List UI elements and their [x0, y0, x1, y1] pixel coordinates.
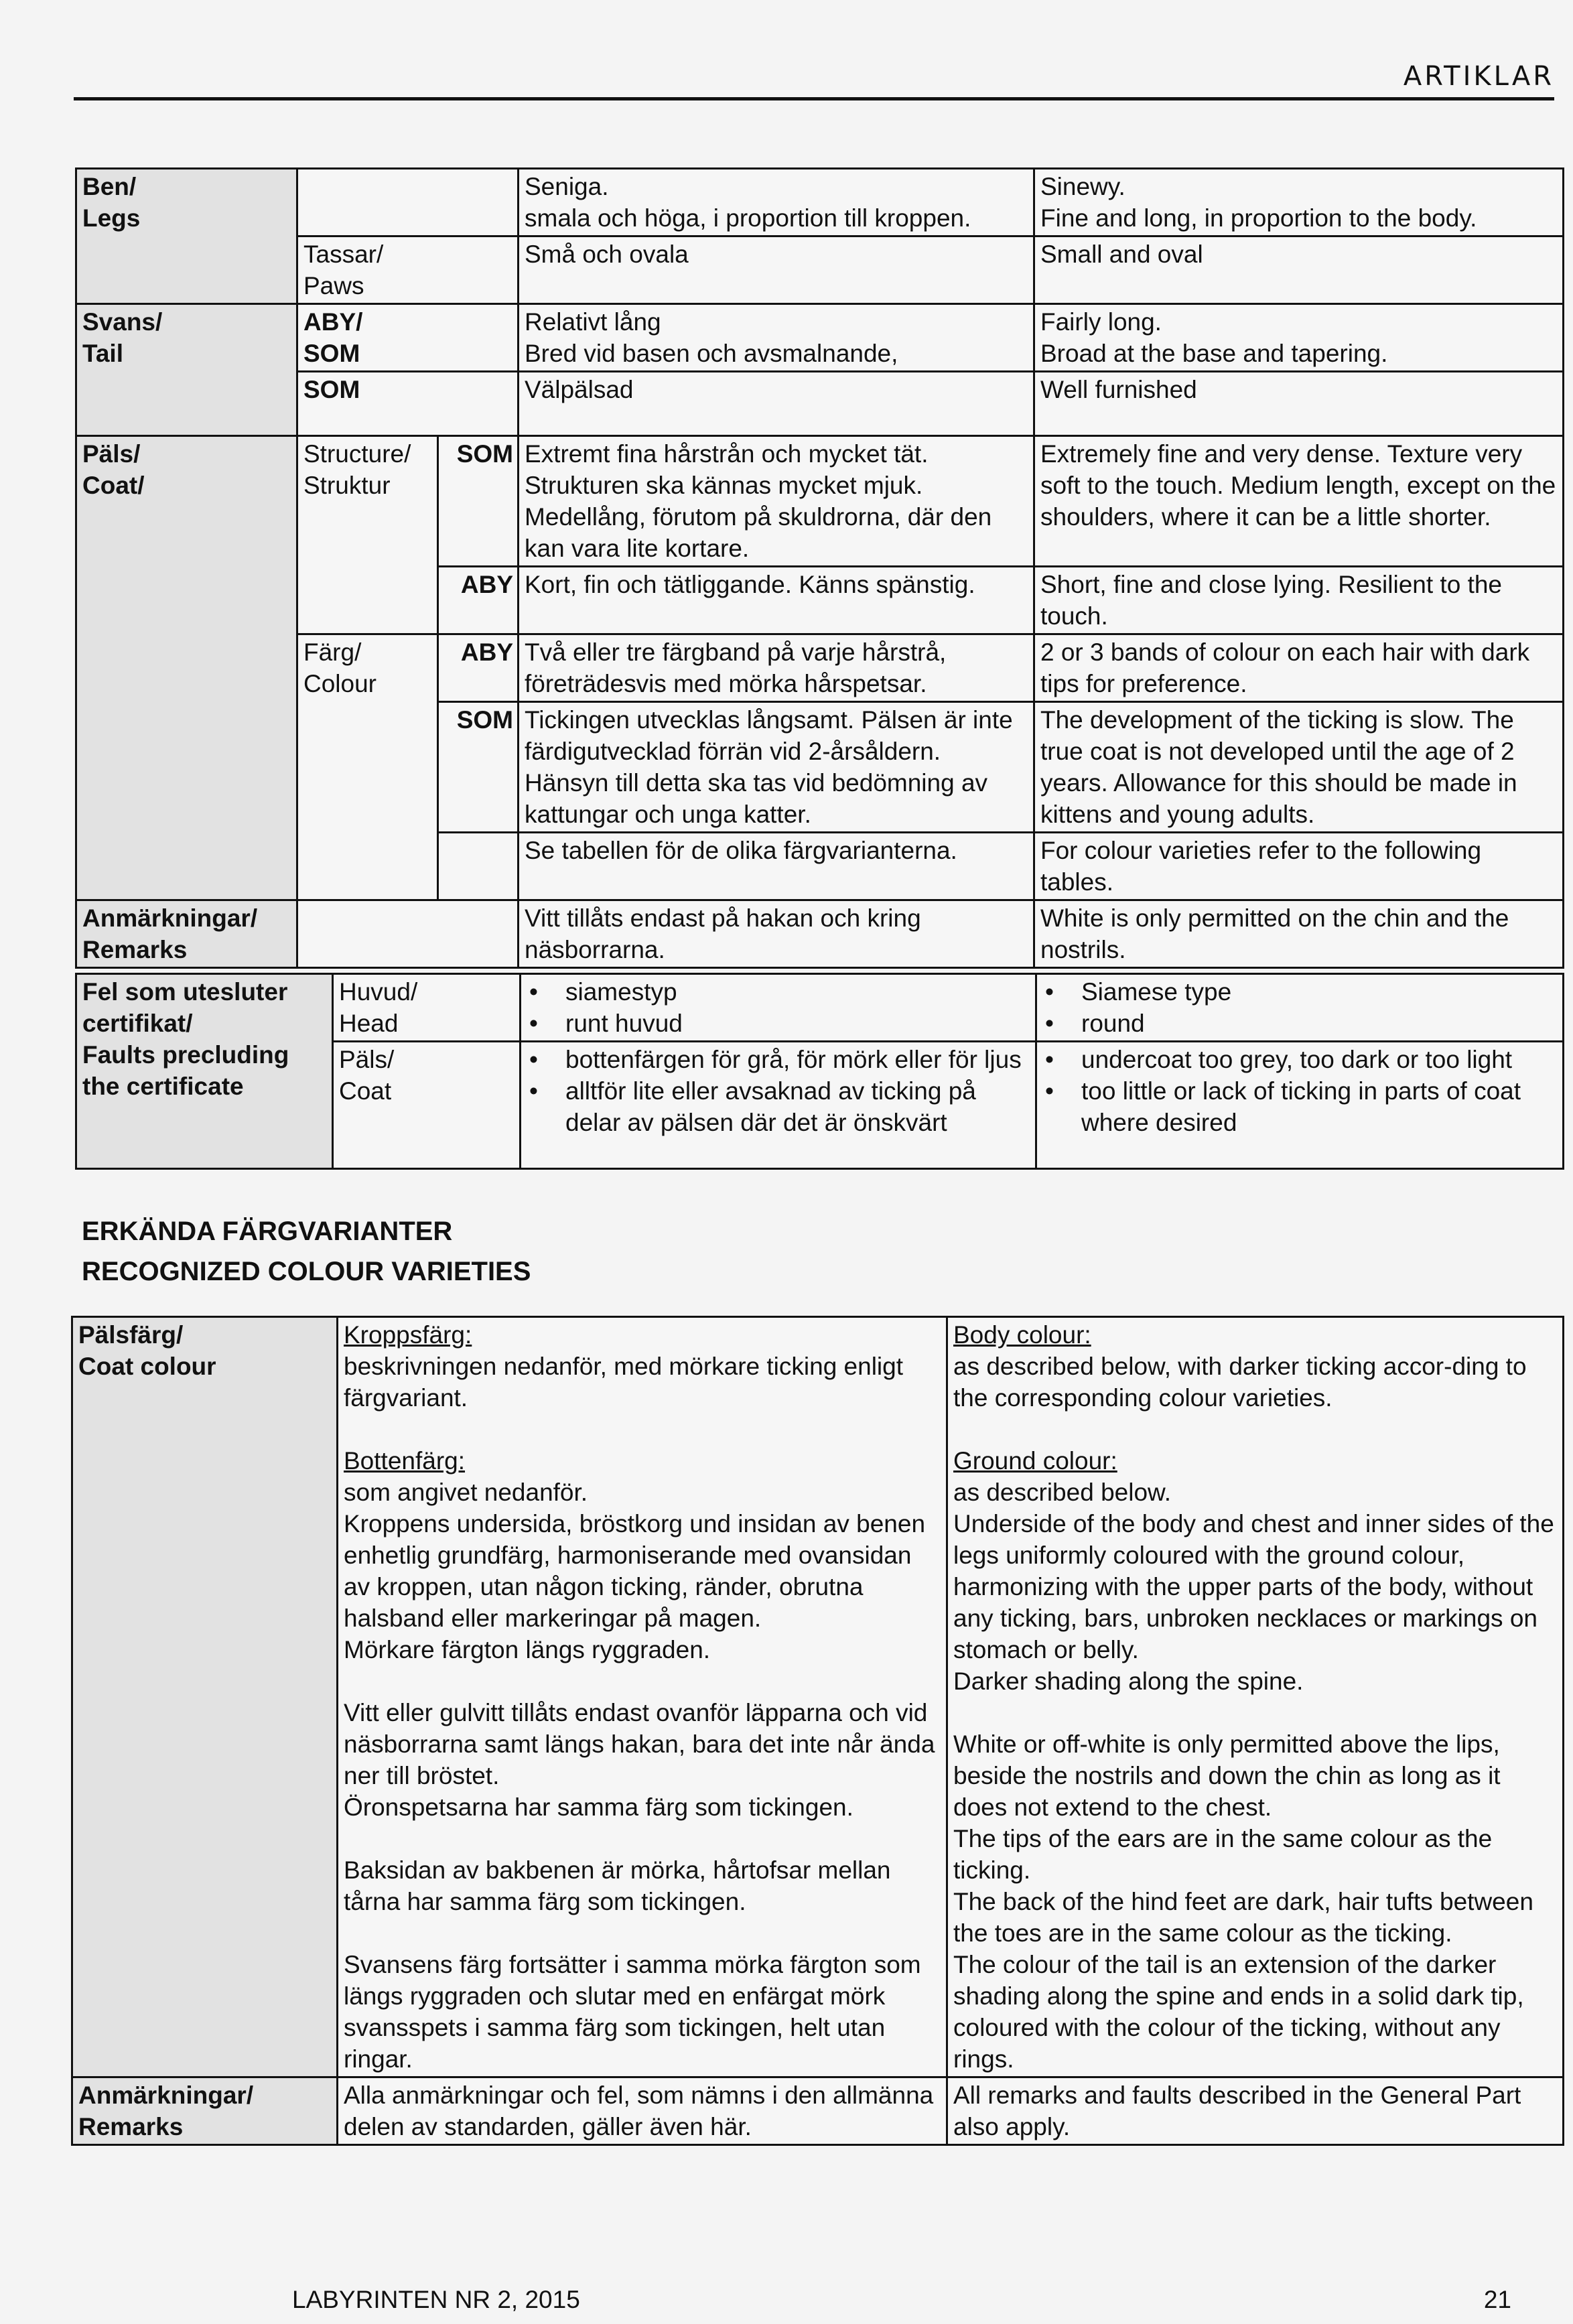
- table-row: [72, 1317, 1564, 2077]
- coat-colour-sv: Kroppsfärg: beskrivningen nedanför, med mörkare ticking enligt färgvariant. Bottenfärg: som angivet nedanför. Kroppens undersida, bröstkorg und insidan av benen enhetlig grundfärg, harmoniserande med ovansidan av kroppen, utan någon ticking, ränder, obrutna halsband eller markeringar på magen. Mörkare färgton längs ryggraden. Vitt eller gulvitt tillåts endast ovanför läpparna och vid näsborrarna samt längs hakan, bara det inte når ända ner till bröstet. Öronspetsarna har samma färg som tickingen. Baksidan av bakbenen är mörka, hårtofsar mellan tårna har samma färg som tickingen. Svansens färg fortsätter i samma mörka färgton som längs ryggraden och slutar med en enfärgat mörk svansspets i samma färg som tickingen, helt utan ringar.: [338, 1317, 947, 2077]
- list-item: • siamestyp: [527, 976, 1030, 1008]
- sub-label-aby-som: ABY/ SOM: [297, 304, 519, 372]
- table-row: [76, 900, 1564, 968]
- coat-faults-sv: [521, 1042, 1036, 1169]
- table-row: [72, 2077, 1564, 2145]
- row-label-faults: Fel som utesluter certifikat/ Faults precluding the certificate: [76, 974, 333, 1169]
- colour-som-en: The development of the ticking is slow. The true coat is not developed until the age of 2 years. Allowance for this should be made in kittens and young adults.: [1034, 702, 1564, 833]
- remarks-en: All remarks and faults described in the General Part also apply.: [947, 2077, 1564, 2145]
- section-header: [74, 27, 1554, 100]
- colour-ref-sv: Se tabellen för de olika färgvarianterna.: [519, 833, 1034, 900]
- sub-label-coat: Päls/ Coat: [333, 1042, 521, 1169]
- row-label-legs: Ben/ Legs: [76, 169, 297, 304]
- legs-en: Sinewy. Fine and long, in proportion to the body.: [1034, 169, 1564, 236]
- ground-colour-title-sv: Bottenfärg:: [344, 1447, 466, 1475]
- tail-sv: Relativt lång Bred vid basen och avsmalnande,: [519, 304, 1034, 372]
- table-row: [76, 304, 1564, 372]
- sub-label-colour: Färg/ Colour: [297, 634, 438, 900]
- tail-en: Fairly long. Broad at the base and tapering.: [1034, 304, 1564, 372]
- remarks-sv: Alla anmärkningar och fel, som nämns i den allmänna delen av standarden, gäller även här.: [338, 2077, 947, 2145]
- table-row: [76, 236, 1564, 304]
- row-label-tail: Svans/ Tail: [76, 304, 297, 436]
- section-label: ARTIKLAR: [1403, 61, 1554, 92]
- faults-table: [75, 973, 1564, 1170]
- structure-aby-sv: Kort, fin och tätliggande. Känns spänstig.: [519, 567, 1034, 634]
- sub-label-structure: Structure/ Struktur: [297, 436, 438, 634]
- list-item: • alltför lite eller avsaknad av ticking på delar av pälsen där det är önskvärt: [527, 1075, 1030, 1138]
- table-row: [76, 634, 1564, 702]
- sub-label-paws: Tassar/ Paws: [297, 236, 519, 304]
- structure-som-en: Extremely fine and very dense. Texture very soft to the touch. Medium length, except on the shoulders, where it can be a little shorter.: [1034, 436, 1564, 567]
- structure-aby-en: Short, fine and close lying. Resilient to the touch.: [1034, 567, 1564, 634]
- breed-code: SOM: [438, 436, 519, 567]
- list-item: • undercoat too grey, too dark or too light: [1042, 1044, 1557, 1075]
- breed-code: SOM: [438, 702, 519, 833]
- body-colour-title-sv: Kroppsfärg:: [344, 1321, 472, 1349]
- sub-label-head: Huvud/ Head: [333, 974, 521, 1042]
- heading-en: RECOGNIZED COLOUR VARIETIES: [82, 1257, 531, 1286]
- colour-aby-en: 2 or 3 bands of colour on each hair with dark tips for preference.: [1034, 634, 1564, 702]
- list-item: • bottenfärgen för grå, för mörk eller för ljus: [527, 1044, 1030, 1075]
- head-faults-sv: [521, 974, 1036, 1042]
- table-row: [76, 169, 1564, 236]
- coat-colour-en: Body colour: as described below, with darker ticking accor-ding to the corresponding colour varieties. Ground colour: as described below. Underside of the body and chest and inner sides of the legs uniformly coloured with the ground colour, harmonizing with the upper parts of the body, without any ticking, bars, unbroken necklaces or markings on stomach or belly. Darker shading along the spine. White or off-white is only permitted above the lips, beside the nostrils and down the chin as long as it does not extend to the chest. The tips of the ears are in the same colour as the ticking. The back of the hind feet are dark, hair tufts between the toes are in the same colour as the ticking. The colour of the tail is an extension of the darker shading along the spine and ends in a solid dark tip, coloured with the colour of the ticking, without any rings.: [947, 1317, 1564, 2077]
- list-item: • Siamese type: [1042, 976, 1557, 1008]
- row-label-remarks: Anmärkningar/ Remarks: [72, 2077, 338, 2145]
- list-item: • too little or lack of ticking in parts of coat where desired: [1042, 1075, 1557, 1138]
- row-label-coat: Päls/ Coat/: [76, 436, 297, 900]
- body-colour-title-en: Body colour:: [953, 1321, 1091, 1349]
- structure-som-sv: Extremt fina hårstrån och mycket tät. Strukturen ska kännas mycket mjuk. Medellång, förutom på skuldrorna, där den kan vara lite kortare.: [519, 436, 1034, 567]
- table-row: [76, 436, 1564, 567]
- table-row: [76, 974, 1564, 1042]
- colour-table: [71, 1316, 1564, 2146]
- paws-en: Small and oval: [1034, 236, 1564, 304]
- head-faults-en: [1036, 974, 1564, 1042]
- heading-sv: ERKÄNDA FÄRGVARIANTER: [82, 1217, 453, 1246]
- remarks-sv: Vitt tillåts endast på hakan och kring näsborrarna.: [519, 900, 1034, 968]
- row-label-remarks: Anmärkningar/ Remarks: [76, 900, 297, 968]
- coat-faults-en: [1036, 1042, 1564, 1169]
- breed-code: ABY: [438, 634, 519, 702]
- row-label-coat-colour: Pälsfärg/ Coat colour: [72, 1317, 338, 2077]
- table-row: [76, 372, 1564, 436]
- list-item: • runt huvud: [527, 1008, 1030, 1039]
- tail-furnish-sv: Välpälsad: [519, 372, 1034, 436]
- colour-aby-sv: Två eller tre färgband på varje hårstrå, företrädesvis med mörka hårspetsar.: [519, 634, 1034, 702]
- colour-som-sv: Tickingen utvecklas långsamt. Pälsen är inte färdigutvecklad förrän vid 2-årsåldern. Hänsyn till detta ska tas vid bedömning av kattungar och unga katter.: [519, 702, 1034, 833]
- publication-info: LABYRINTEN NR 2, 2015: [292, 2286, 580, 2313]
- list-item: • round: [1042, 1008, 1557, 1039]
- sub-label-som: SOM: [297, 372, 519, 436]
- paws-sv: Små och ovala: [519, 236, 1034, 304]
- colour-ref-en: For colour varieties refer to the following tables.: [1034, 833, 1564, 900]
- page-number: 21: [1483, 2286, 1511, 2313]
- legs-sv: Seniga. smala och höga, i proportion till kroppen.: [519, 169, 1034, 236]
- breed-code: ABY: [438, 567, 519, 634]
- tail-furnish-en: Well furnished: [1034, 372, 1564, 436]
- ground-colour-title-en: Ground colour:: [953, 1447, 1117, 1475]
- colour-varieties-heading: [82, 1211, 531, 1292]
- standard-table-body: [75, 167, 1564, 969]
- remarks-en: White is only permitted on the chin and the nostrils.: [1034, 900, 1564, 968]
